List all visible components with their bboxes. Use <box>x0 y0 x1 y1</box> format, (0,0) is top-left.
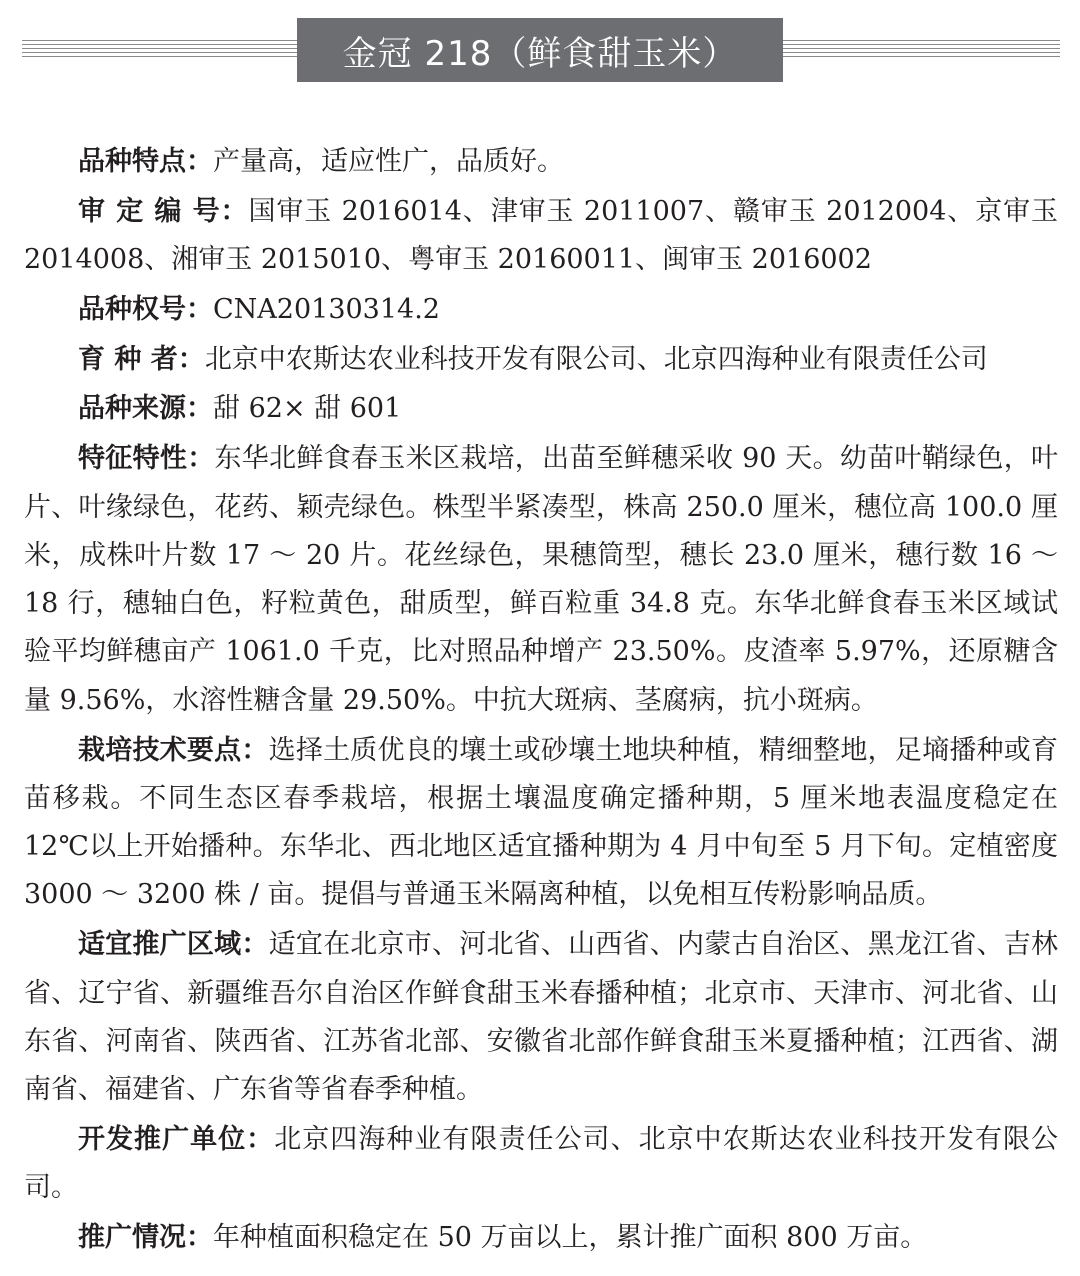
section-label: 开发推广单位： <box>78 1123 275 1155</box>
section-text: 国审玉 2016014、津审玉 2011007、赣审玉 2012004、京审玉 2014008、湘审玉 2015010、粤审玉 20160011、闽审玉 2016002 <box>24 195 1058 276</box>
section-variety-origin <box>24 385 1058 433</box>
section-cultivation-points <box>24 727 1058 920</box>
section-label: 育 种 者： <box>78 343 205 375</box>
section-variety-features <box>24 138 1058 186</box>
section-label: 品种特点： <box>78 146 213 177</box>
section-label: 栽培技术要点： <box>78 734 269 766</box>
section-text: 年种植面积稳定在 50 万亩以上，累计推广面积 800 万亩。 <box>213 1222 928 1254</box>
title-decoration-left <box>22 40 312 60</box>
section-breeder <box>24 336 1058 384</box>
section-text: 适宜在北京市、河北省、山西省、内蒙古自治区、黑龙江省、吉林省、辽宁省、新疆维吾尔自治区作鲜食甜玉米春播种植；北京市、天津市、河北省、山东省、河南省、陕西省、江苏省北部、安徽省北部作鲜食甜玉米夏播种植；江西省、湖南省、福建省、广东省等省春季种植。 <box>24 929 1059 1106</box>
section-label: 适宜推广区域： <box>78 929 269 961</box>
section-approval-numbers <box>24 188 1058 285</box>
section-label: 推广情况： <box>78 1222 213 1254</box>
section-variety-right-number <box>24 286 1058 334</box>
section-text: 甜 62× 甜 601 <box>213 393 402 425</box>
section-text: CNA20130314.2 <box>213 293 440 325</box>
section-text: 北京四海种业有限责任公司、北京中农斯达农业科技开发有限公司。 <box>24 1123 1059 1204</box>
section-text: 选择土质优良的壤土或砂壤土地块种植，精细整地，足墒播种或育苗移栽。不同生态区春季栽培，根据土壤温度确定播种期，5 厘米地表温度稳定在 12℃以上开始播种。东华北、西北地区适宜播种期为 4 月中旬至 5 月下旬。定植密度 3000 ～ 3200 株 / 亩。提倡与普通玉米隔离种植，以免相互传粉影响品质。 <box>24 734 1059 911</box>
section-label: 品种权号： <box>78 293 213 325</box>
section-text: 北京中农斯达农业科技开发有限公司、北京四海种业有限责任公司 <box>204 343 988 375</box>
page-title: 金冠 218（鲜食甜玉米） <box>297 18 783 82</box>
section-label: 特征特性： <box>78 443 215 475</box>
title-banner <box>0 18 1080 82</box>
section-characteristics <box>24 435 1058 725</box>
section-label: 品种来源： <box>78 393 213 425</box>
section-promotion-status <box>24 1214 1058 1262</box>
document-body <box>24 138 1058 1264</box>
section-label: 审 定 编 号： <box>78 195 249 227</box>
section-text: 产量高，适应性广，品质好。 <box>213 146 564 177</box>
section-promotion-units <box>24 1116 1058 1213</box>
section-suitable-regions <box>24 921 1058 1114</box>
title-decoration-right <box>770 40 1060 60</box>
section-text: 东华北鲜食春玉米区栽培，出苗至鲜穗采收 90 天。幼苗叶鞘绿色，叶片、叶缘绿色，花药、颖壳绿色。株型半紧凑型，株高 250.0 厘米，穗位高 100.0 厘米，成株叶片数 17 ～ 20 片。花丝绿色，果穗筒型，穗长 23.0 厘米，穗行数 16 ～ 18 行，穗轴白色，籽粒黄色，甜质型，鲜百粒重 34.8 克。东华北鲜食春玉米区域试验平均鲜穗亩产 1061.0 千克，比对照品种增产 23.50%。皮渣率 5.97%，还原糖含量 9.56%，水溶性糖含量 29.50%。中抗大斑病、茎腐病，抗小斑病。 <box>24 443 1058 716</box>
